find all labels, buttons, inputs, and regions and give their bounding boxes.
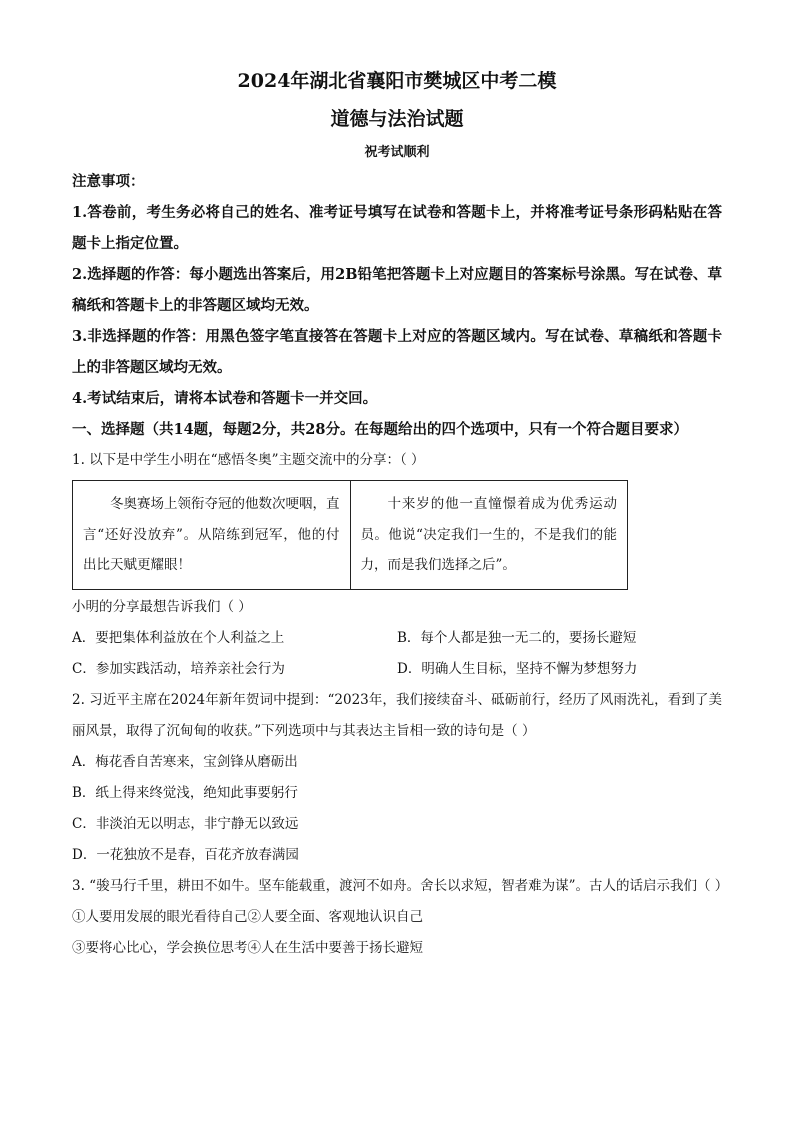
notice-item-4: 4.考试结束后，请将本试卷和答题卡一并交回。 bbox=[72, 390, 378, 407]
option-a: A．要把集体利益放在个人利益之上 bbox=[72, 629, 285, 646]
notice-heading: 注意事项： bbox=[72, 173, 145, 190]
statement-line-1: ①人要用发展的眼光看待自己②人要全面、客观地认识自己 bbox=[72, 908, 423, 925]
exam-page bbox=[72, 62, 729, 964]
option-b: B．纸上得来终觉浅，绝知此事要躬行 bbox=[72, 784, 298, 801]
question-1-ask: 小明的分享最想告诉我们（ ） bbox=[72, 598, 252, 615]
good-luck-line: 祝考试顺利 bbox=[364, 145, 430, 160]
option-d: D．一花独放不是春，百花齐放春满园 bbox=[72, 846, 299, 863]
quote-left-cell: 冬奥赛场上领衔夺冠的他数次哽咽，直言“还好没放弃”。从陪练到冠军，他的付出比天赋更耀眼！ bbox=[73, 481, 351, 590]
question-1-quote-table bbox=[72, 480, 628, 590]
option-d: D．明确人生目标，坚持不懈为梦想努力 bbox=[397, 660, 638, 677]
notice-item-1: 1.答卷前，考生务必将自己的姓名、准考证号填写在试卷和答题卡上，并将准考证号条形码粘贴在答题卡上指定位置。 bbox=[72, 204, 722, 252]
statement-line-2: ③要将心比心，学会换位思考④人在生活中要善于扬长避短 bbox=[72, 939, 423, 956]
notice-item-2: 2.选择题的作答：每小题选出答案后，用2B铅笔把答题卡上对应题目的答案标号涂黑。写在试卷、草稿纸和答题卡上的非答题区域均无效。 bbox=[72, 266, 722, 314]
quote-right-cell: 十来岁的他一直憧憬着成为优秀运动员。他说“决定我们一生的，不是我们的能力，而是我们选择之后”。 bbox=[350, 481, 628, 590]
question-1-stem: 1. 以下是中学生小明在“感悟冬奥”主题交流中的分享：（ ） bbox=[72, 452, 425, 468]
question-2-stem: 2. 习近平主席在2024年新年贺词中提到：“2023年，我们接续奋斗、砥砺前行，经历了风雨洗礼，看到了美丽风景，取得了沉甸甸的收获。”下列选项中与其表达主旨相一致的诗句是（ ） bbox=[72, 691, 722, 739]
option-c: C．参加实践活动，培养亲社会行为 bbox=[72, 660, 285, 677]
exam-title: 2024年湖北省襄阳市樊城区中考二模 bbox=[237, 70, 557, 92]
option-a: A．梅花香自苦寒来，宝剑锋从磨砺出 bbox=[72, 753, 298, 770]
notice-item-3: 3.非选择题的作答：用黑色签字笔直接答在答题卡上对应的答题区域内。写在试卷、草稿纸和答题卡上的非答题区域均无效。 bbox=[72, 328, 722, 376]
question-1-options bbox=[72, 623, 722, 685]
option-b: B．每个人都是独一无二的，要扬长避短 bbox=[397, 629, 637, 646]
subject-title: 道德与法治试题 bbox=[330, 108, 464, 130]
question-3-stem: 3. “骏马行千里，耕田不如牛。坚车能载重，渡河不如舟。舍长以求短，智者难为谋”。古人的话启示我们（ ） bbox=[72, 877, 729, 894]
option-c: C．非淡泊无以明志，非宁静无以致远 bbox=[72, 815, 299, 832]
section-heading: 一、选择题（共14题，每题2分，共28分。在每题给出的四个选项中，只有一个符合题目要求） bbox=[72, 421, 688, 438]
